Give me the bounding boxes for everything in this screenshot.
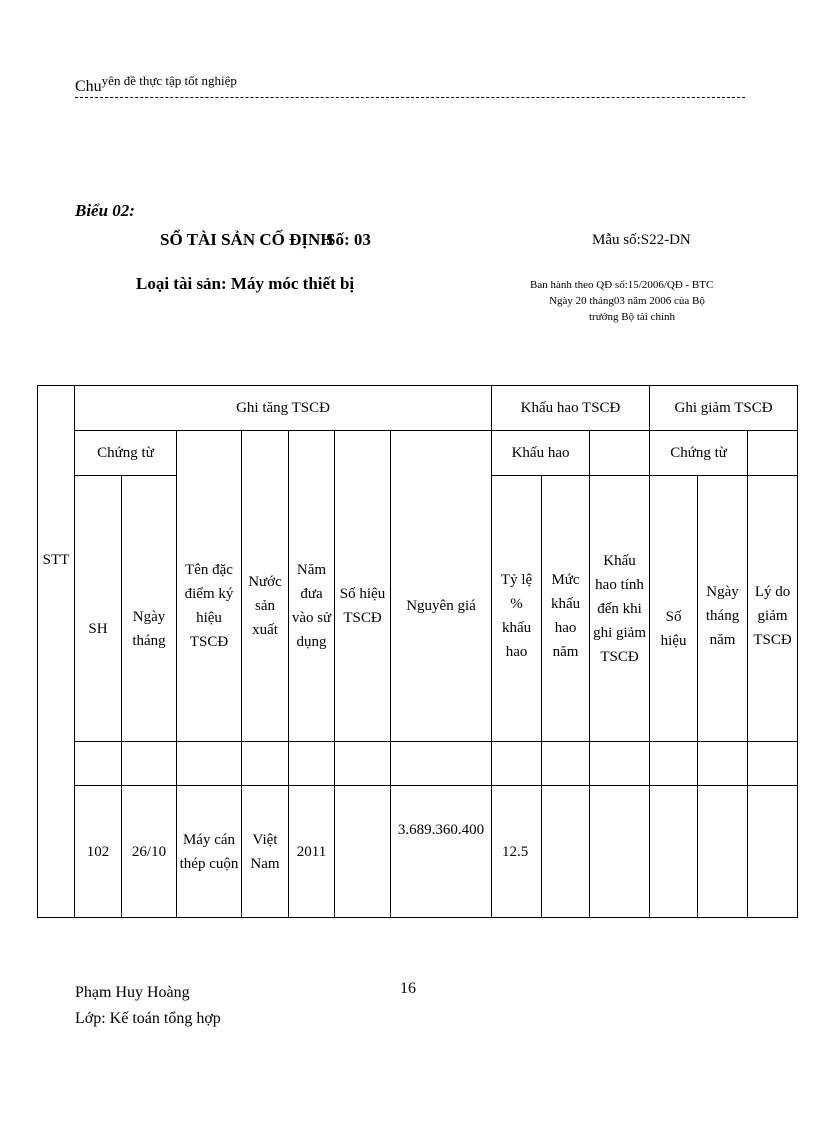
form-title: SỔ TÀI SẢN CỐ ĐỊNH bbox=[160, 230, 334, 249]
author-class: Lớp: Kế toán tổng hợp bbox=[75, 1010, 221, 1027]
table-row bbox=[38, 786, 798, 918]
ty-le-header: Tỷ lệ % khấu hao bbox=[492, 476, 542, 742]
template-code: Mẫu số:S22-DN bbox=[592, 232, 691, 248]
nam-dua-header: Năm đưa vào sử dụng bbox=[289, 431, 335, 742]
author-name: Phạm Huy Hoàng bbox=[75, 984, 190, 1001]
row-ty-le: 12.5 bbox=[492, 786, 542, 918]
so-hieu-tscd-header: Số hiệu TSCĐ bbox=[335, 431, 391, 742]
chung-tu-header: Chứng từ bbox=[75, 431, 177, 476]
asset-type: Loại tài sản: Máy móc thiết bị bbox=[136, 274, 355, 293]
khau-hao-header: Khấu hao bbox=[492, 431, 590, 476]
form-label: Biểu 02: bbox=[75, 201, 135, 220]
regulation-line-3: trưởng Bộ tài chính bbox=[588, 311, 676, 323]
regulation-note bbox=[530, 277, 714, 325]
running-header-prefix: Chu bbox=[75, 78, 102, 95]
nuoc-san-xuat-header: Nước sản xuất bbox=[242, 431, 289, 742]
so-hieu-header: Số hiệu bbox=[650, 476, 698, 742]
ngay-thang-header: Ngày tháng bbox=[122, 476, 177, 742]
empty-header-cell bbox=[748, 431, 798, 476]
row-nam: 2011 bbox=[289, 786, 335, 918]
khau-hao-tscd-header: Khấu hao TSCĐ bbox=[492, 386, 650, 431]
ly-do-header: Lý do giảm TSCĐ bbox=[748, 476, 798, 742]
running-header bbox=[75, 72, 237, 95]
row-nguyen-gia: 3.689.360.400 bbox=[391, 786, 492, 918]
sh-header: SH bbox=[75, 476, 122, 742]
ghi-tang-header: Ghi tăng TSCĐ bbox=[75, 386, 492, 431]
stt-header: STT bbox=[38, 386, 75, 918]
form-number: Số: 03 bbox=[326, 230, 371, 249]
header-dashed-rule bbox=[75, 97, 745, 98]
row-stt: 102 bbox=[75, 786, 122, 918]
empty-header-cell bbox=[590, 431, 650, 476]
muc-khau-hao-header: Mức khấu hao năm bbox=[542, 476, 590, 742]
row-ten: Máy cán thép cuộn bbox=[177, 786, 242, 918]
row-ngay: 26/10 bbox=[122, 786, 177, 918]
running-header-text: yên đề thực tập tốt nghiệp bbox=[101, 73, 237, 88]
regulation-line-2: Ngày 20 tháng03 năm 2006 của Bộ bbox=[549, 295, 705, 307]
table-row bbox=[38, 742, 798, 786]
regulation-line-1: Ban hành theo QĐ số:15/2006/QĐ - BTC bbox=[530, 279, 714, 291]
ngay-thang-nam-header: Ngày tháng năm bbox=[698, 476, 748, 742]
row-nuoc: Việt Nam bbox=[242, 786, 289, 918]
khau-hao-tinh-header: Khấu hao tính đến khi ghi giảm TSCĐ bbox=[590, 476, 650, 742]
ten-dac-diem-header: Tên đặc điểm ký hiệu TSCĐ bbox=[177, 431, 242, 742]
nguyen-gia-header: Nguyên giá bbox=[391, 431, 492, 742]
row-so-hieu bbox=[335, 786, 391, 918]
page-number: 16 bbox=[400, 980, 416, 997]
chung-tu-2-header: Chứng từ bbox=[650, 431, 748, 476]
fixed-asset-ledger-table bbox=[37, 385, 798, 918]
ghi-giam-header: Ghi giảm TSCĐ bbox=[650, 386, 798, 431]
